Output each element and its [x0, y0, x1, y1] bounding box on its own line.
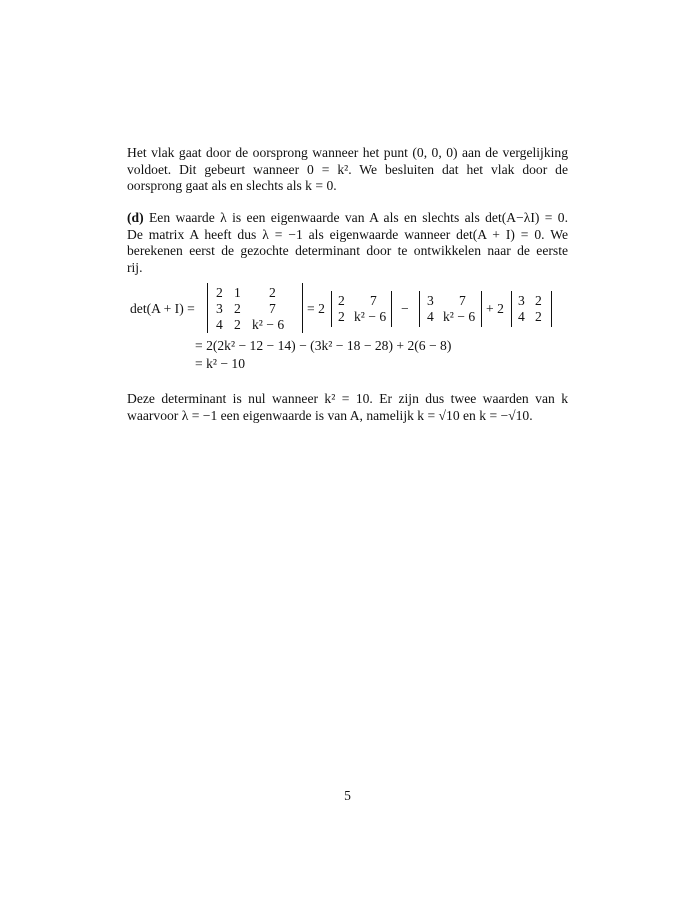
determinant-bar	[551, 291, 552, 327]
math-coefficient: + 2	[486, 301, 504, 316]
matrix-entry: 2	[216, 285, 223, 300]
text-line: Deze determinant is nul wanneer k² = 10. Er zijn dus twee waarden van k	[127, 391, 568, 406]
determinant-bar	[391, 291, 392, 327]
text-line: voldoet. Dit gebeurt wanneer 0 = k². We besluiten dat het vlak door de	[127, 161, 568, 177]
math-coefficient: = 2	[307, 301, 325, 316]
paragraph-origin	[127, 145, 568, 195]
matrix-entry: 2	[269, 285, 276, 300]
paragraph-part-d	[127, 210, 568, 276]
matrix-entry: 1	[234, 285, 241, 300]
text-line: De matrix A heeft dus λ = −1 als eigenwaarde wanneer det(A + I) = 0. We	[127, 226, 568, 242]
matrix-entry: 4	[427, 309, 434, 324]
matrix-entry: 2	[234, 317, 241, 332]
text-fragment: Een waarde λ is een eigenwaarde van A als en slechts als det(A−λI) = 0.	[143, 210, 568, 225]
matrix-entry: 4	[216, 317, 223, 332]
matrix-entry: 7	[459, 293, 466, 308]
matrix-entry: 2	[535, 309, 542, 324]
math-step: = 2(2k² − 12 − 14) − (3k² − 18 − 28) + 2(6 − 8)	[195, 338, 452, 353]
part-label: (d)	[127, 210, 144, 225]
determinant-bar	[481, 291, 482, 327]
matrix-entry: 2	[535, 293, 542, 308]
matrix-entry: 7	[269, 301, 276, 316]
matrix-entry: 7	[370, 293, 377, 308]
matrix-entry: 4	[518, 309, 525, 324]
text-line: oorsprong gaat als en slechts als k = 0.	[127, 178, 337, 194]
matrix-entry: k² − 6	[443, 309, 476, 324]
determinant-bar	[511, 291, 512, 327]
determinant-bar	[331, 291, 332, 327]
text-line	[127, 210, 568, 227]
text-line: Het vlak gaat door de oorsprong wanneer het punt (0, 0, 0) aan de vergelijking	[127, 145, 568, 160]
matrix-entry: 2	[338, 309, 345, 324]
matrix-entry: k² − 6	[354, 309, 387, 324]
determinant-bar	[419, 291, 420, 327]
matrix-entry: 3	[427, 293, 434, 308]
matrix-entry: 3	[518, 293, 525, 308]
math-step: = k² − 10	[195, 356, 245, 371]
math-operator: −	[401, 301, 409, 316]
text-line: berekenen eerst de gezochte determinant door te ontwikkelen naar de eerste	[127, 243, 568, 259]
matrix-entry: 2	[338, 293, 345, 308]
math-lhs: det(A + I) =	[130, 301, 195, 316]
matrix-entry: k² − 6	[252, 317, 285, 332]
matrix-entry: 3	[216, 301, 223, 316]
determinant-bar	[302, 283, 303, 333]
determinant-calculation	[127, 283, 568, 385]
determinant-bar	[207, 283, 208, 333]
text-line: rij.	[127, 259, 143, 275]
matrix-entry: 2	[234, 301, 241, 316]
paragraph-conclusion	[127, 391, 568, 424]
page-number: 5	[344, 788, 351, 803]
text-line: waarvoor λ = −1 een eigenwaarde is van A, namelijk k = √10 en k = −√10.	[127, 407, 533, 423]
